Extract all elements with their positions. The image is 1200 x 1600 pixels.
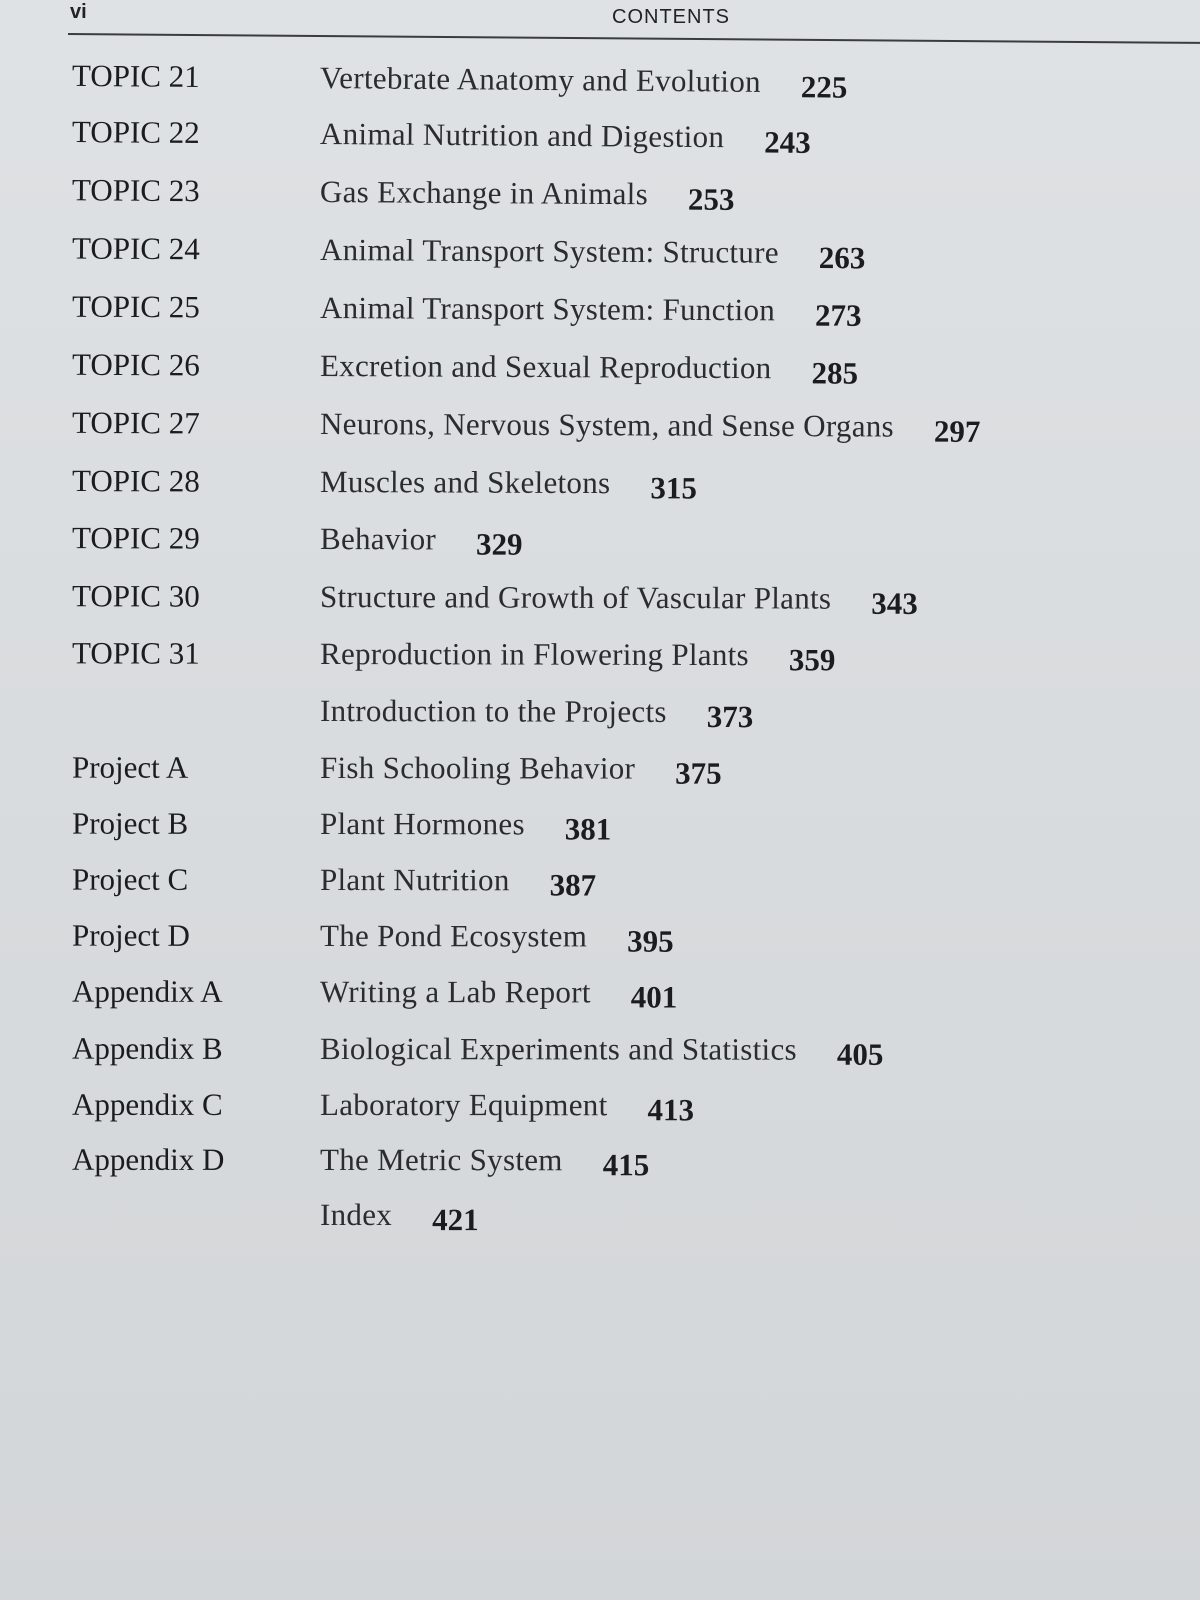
toc-entry[interactable]	[0, 463, 1200, 518]
entry-title-group	[319, 1087, 695, 1128]
entry-label: Appendix B	[71, 1030, 223, 1066]
entry-title: Plant Nutrition	[319, 862, 510, 898]
entry-page-number: 381	[564, 811, 612, 847]
toc-entry[interactable]	[0, 805, 1200, 857]
entry-title-group	[319, 974, 678, 1015]
toc-entry[interactable]	[0, 692, 1200, 745]
entry-title-group	[319, 406, 981, 449]
entry-title-group	[319, 862, 597, 903]
entry-page-number: 243	[764, 124, 811, 160]
entry-title: Index	[319, 1197, 393, 1233]
entry-label: TOPIC 24	[71, 230, 200, 267]
entry-title-group	[319, 806, 612, 847]
entry-page-number: 329	[475, 526, 523, 562]
toc-entry[interactable]	[0, 405, 1200, 460]
entry-label: Appendix D	[71, 1141, 225, 1177]
entry-title-group	[319, 464, 697, 506]
entry-label: Project D	[71, 917, 190, 953]
entry-title-group	[319, 521, 523, 562]
toc-entry[interactable]	[0, 346, 1200, 402]
entry-label: Project A	[71, 749, 189, 785]
entry-title: Introduction to the Projects	[319, 693, 667, 729]
running-head: CONTENTS	[612, 6, 730, 28]
entry-page-number: 273	[815, 297, 862, 333]
entry-page-number: 263	[818, 240, 866, 276]
toc-entry[interactable]	[0, 520, 1200, 574]
entry-title: Animal Nutrition and Digestion	[319, 116, 725, 155]
entry-title-group	[319, 116, 811, 160]
entry-title: The Pond Ecosystem	[319, 918, 588, 954]
entry-title: Animal Transport System: Structure	[319, 232, 779, 270]
entry-page-number: 359	[788, 642, 836, 678]
entry-label: TOPIC 23	[71, 172, 200, 209]
entry-title: Animal Transport System: Function	[319, 290, 776, 328]
entry-title: Structure and Growth of Vascular Plants	[319, 579, 832, 616]
entry-title-group	[319, 1031, 884, 1072]
entry-page-number: 395	[627, 923, 674, 959]
toc-entry[interactable]	[0, 288, 1200, 344]
entry-label: TOPIC 22	[71, 114, 200, 151]
entry-page-number: 405	[836, 1036, 884, 1072]
entry-page-number: 285	[811, 355, 859, 391]
entry-title-group	[319, 636, 836, 678]
entry-label: Project C	[71, 861, 189, 897]
entry-page-number: 315	[650, 470, 697, 506]
entry-page-number: 415	[602, 1147, 650, 1183]
toc-entry[interactable]	[0, 113, 1200, 172]
entry-title-group	[319, 1197, 479, 1238]
entry-title: Laboratory Equipment	[319, 1087, 608, 1123]
entry-title: Behavior	[319, 521, 437, 557]
entry-label: Project B	[71, 805, 189, 841]
entry-title-group	[319, 290, 862, 333]
entry-label: TOPIC 27	[71, 404, 200, 441]
page-number: vi	[70, 1, 87, 23]
entry-label: TOPIC 31	[71, 635, 200, 671]
entry-title: Gas Exchange in Animals	[319, 174, 649, 212]
entry-page-number: 401	[630, 979, 678, 1015]
entry-page-number: 387	[549, 867, 597, 903]
entry-page-number: 413	[647, 1092, 695, 1128]
entry-title: Plant Hormones	[319, 806, 525, 842]
entry-label: Appendix C	[71, 1086, 223, 1122]
entry-page-number: 373	[706, 699, 754, 735]
entry-label: TOPIC 29	[71, 520, 200, 556]
entry-title: Neurons, Nervous System, and Sense Organs	[319, 406, 895, 444]
toc-entry[interactable]	[0, 1142, 1200, 1193]
toc-entry[interactable]	[0, 578, 1200, 632]
entry-title: Vertebrate Anatomy and Evolution	[319, 60, 762, 99]
entry-label: TOPIC 25	[71, 288, 200, 325]
toc-entry[interactable]	[0, 917, 1200, 969]
entry-title-group	[319, 693, 754, 735]
entry-title: Writing a Lab Report	[319, 974, 591, 1010]
toc-entry[interactable]	[0, 1197, 1200, 1248]
entry-title-group	[319, 348, 859, 391]
entry-label: TOPIC 21	[71, 57, 200, 94]
entry-page-number: 225	[800, 69, 848, 105]
toc-entry[interactable]	[0, 1031, 1200, 1083]
entry-title: Biological Experiments and Statistics	[319, 1031, 797, 1067]
entry-title: Fish Schooling Behavior	[319, 750, 636, 786]
toc-entry[interactable]	[0, 230, 1200, 287]
entry-title: Excretion and Sexual Reproduction	[319, 348, 772, 386]
entry-page-number: 375	[675, 755, 722, 791]
entry-title-group	[319, 579, 918, 621]
entry-label: TOPIC 28	[71, 463, 200, 499]
entry-page-number: 253	[687, 181, 735, 217]
toc-entry[interactable]	[0, 861, 1200, 913]
entry-label: Appendix A	[71, 973, 223, 1009]
entry-title-group	[319, 1142, 650, 1183]
entry-label: TOPIC 26	[71, 346, 200, 383]
entry-title-group	[319, 232, 866, 276]
entry-title: Muscles and Skeletons	[319, 464, 611, 501]
toc-entry[interactable]	[0, 172, 1200, 230]
entry-page-number: 421	[432, 1202, 479, 1238]
entry-title-group	[319, 918, 674, 959]
toc-entry[interactable]	[0, 57, 1200, 117]
entry-page-number: 343	[871, 585, 918, 621]
entry-title-group	[319, 60, 848, 105]
entry-title: Reproduction in Flowering Plants	[319, 636, 749, 673]
entry-title-group	[319, 174, 735, 217]
entry-page-number: 297	[933, 413, 981, 449]
toc-entry[interactable]	[0, 974, 1200, 1026]
entry-title-group	[319, 750, 722, 791]
toc-entry[interactable]	[0, 1087, 1200, 1138]
entry-title: The Metric System	[319, 1142, 563, 1178]
entry-label: TOPIC 30	[71, 578, 200, 614]
toc-entry[interactable]	[0, 749, 1200, 801]
toc-entry[interactable]	[0, 635, 1200, 688]
